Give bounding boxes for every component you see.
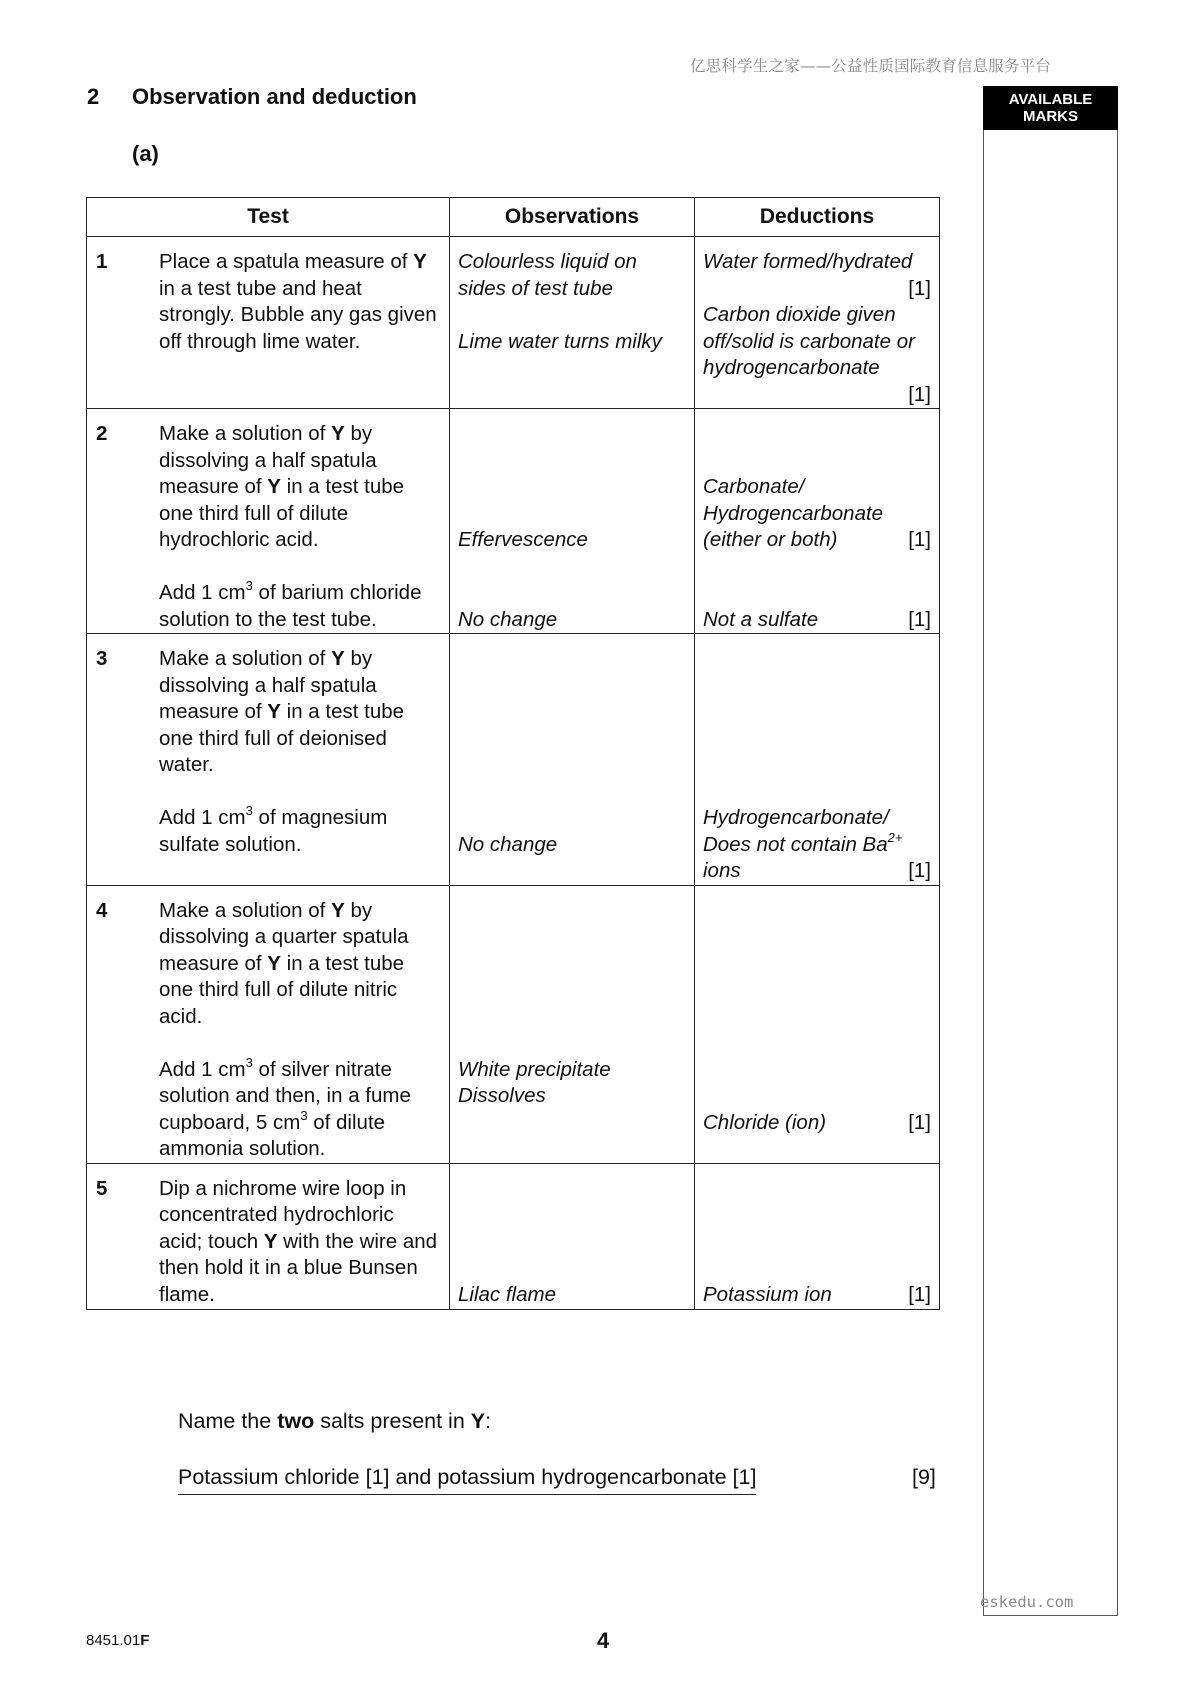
answer-line: Potassium chloride [1] and potassium hydrogencarbonate [1] [178,1465,756,1495]
deduction-text: Hydrogencarbonate/ Does not contain $Ba^{2+}$ ions [1] [703,806,931,882]
header-observations: Observations [450,198,695,237]
paper-code [86,1632,149,1649]
observation-cell [450,885,695,1163]
test-description: Make a solution of Y by dissolving a half spatula measure of Y in a test tube one third full of deionised water. Add 1 $cm^3$ of magnesium sulfate solution. [159,647,405,856]
observation-table [86,197,940,1310]
available-marks-header [983,86,1118,130]
paper-code-prefix: 8451.01 [86,1632,141,1649]
test-cell [87,634,450,886]
question-number: 2 [87,84,100,109]
test-description: Make a solution of Y by dissolving a half spatula measure of Y in a test tube one third full of dilute hydrochloric acid. Add 1 $cm^3$ of barium chloride solution to the test tube. [159,422,422,631]
watermark-top: 亿思科学生之家——公益性质国际教育信息服务平台 [690,57,1052,75]
total-marks: [9] [912,1465,936,1489]
available-marks-column [983,86,1118,1616]
available-marks-line1: AVAILABLE [1008,91,1093,108]
page-number: 4 [597,1628,610,1653]
header-deductions: Deductions [695,198,940,237]
watermark-bottom: eskedu.com [980,1593,1074,1611]
observation-text: White precipitate Dissolves [458,1057,611,1107]
deduction-text: Chloride (ion) [1] [703,1110,931,1134]
observation-text: Colourless liquid on sides of test tube Lime water turns milky [458,250,662,353]
test-number: 4 [96,898,108,922]
test-cell [87,237,450,409]
test-cell [87,409,450,634]
table-header-row [87,198,940,237]
observation-text: Effervescence No change [458,528,588,631]
question-title: Observation and deduction [132,84,417,109]
test-number: 1 [96,250,108,273]
observation-cell [450,1163,695,1309]
table-row [87,885,940,1163]
header-test: Test [87,198,450,237]
table-row [87,409,940,634]
table-row [87,1163,940,1309]
deduction-cell [695,237,940,409]
question-part-label: (a) [132,141,159,166]
test-description: Place a spatula measure of Y in a test tube and heat strongly. Bubble any gas given off through lime water. [159,250,437,353]
test-number: 2 [96,422,108,445]
deduction-text: Water formed/hydrated [1] Carbon dioxide given off/solid is carbonate or hydrogencarbonate [1] [703,250,931,406]
test-number: 5 [96,1176,108,1200]
observation-cell [450,409,695,634]
deduction-cell [695,1163,940,1309]
test-description: Dip a nichrome wire loop in concentrated hydrochloric acid; touch Y with the wire and then hold it in a blue Bunsen flame. [159,1176,438,1306]
test-description: Make a solution of Y by dissolving a quarter spatula measure of Y in a test tube one third full of dilute nitric acid. Add 1 $cm^3$ of silver nitrate solution and then, in a fume cupboard, 5 $cm^3$ of dilute ammonia solution. [159,898,411,1160]
observation-text: No change [458,832,558,856]
available-marks-line2: MARKS [1023,108,1078,125]
deduction-cell [695,409,940,634]
table-row [87,634,940,886]
table-row [87,237,940,409]
name-salts-question: Name the two salts present in Y: [178,1409,492,1433]
paper-code-suffix: F [140,1632,150,1649]
test-cell [87,1163,450,1309]
test-cell [87,885,450,1163]
observation-cell [450,634,695,886]
deduction-cell [695,885,940,1163]
deduction-text: Potassium ion [1] [703,1282,931,1306]
test-number: 3 [96,647,108,670]
deduction-text: Carbonate/ Hydrogencarbonate (either or both) [1] Not a sulfate [1] [703,475,931,631]
observation-text: Lilac flame [458,1282,556,1306]
deduction-cell [695,634,940,886]
observation-cell [450,237,695,409]
